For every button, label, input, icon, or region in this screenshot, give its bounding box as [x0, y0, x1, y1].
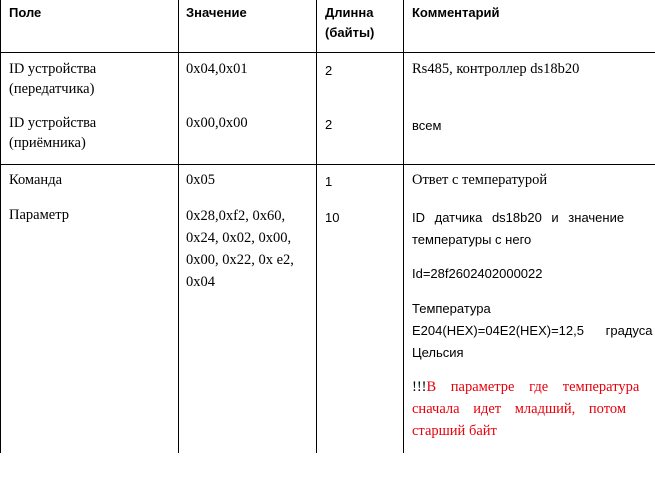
- row2-length: 2: [325, 117, 333, 132]
- row4-value-line4: 0x04: [186, 274, 215, 290]
- header-bottom-border: [0, 52, 655, 53]
- row1-field-line2: (передатчика): [9, 81, 95, 97]
- warning-line2: сначала идет младший, потом: [412, 401, 627, 417]
- row4-comment-p3-line3: Цельсия: [412, 345, 464, 360]
- row2-field-line1: ID устройства: [9, 115, 97, 131]
- row4-comment-p2: Id=28f2602402000022: [412, 266, 543, 281]
- row1-comment: Rs485, контроллер ds18b20: [412, 61, 580, 77]
- row2-value: 0x00,0x00: [186, 115, 248, 131]
- row3-value: 0x05: [186, 172, 215, 188]
- header-length-line2: (байты): [325, 25, 375, 40]
- row4-value-line2: 0x24, 0x02, 0x00,: [186, 230, 292, 246]
- header-comment: Комментарий: [412, 5, 500, 20]
- warning-line1: [412, 377, 639, 398]
- row4-comment-p3-line1: Температура: [412, 301, 491, 316]
- warning-text-line1: В параметре где температура: [426, 379, 640, 395]
- row2-field-line2: (приёмника): [9, 135, 86, 151]
- warning-prefix: !!!: [412, 379, 427, 395]
- row2-comment: всем: [412, 118, 442, 133]
- row3-length: 1: [325, 174, 333, 189]
- warning-line3: старший байт: [412, 423, 497, 439]
- row4-length: 10: [325, 210, 340, 225]
- row1-field-line1: ID устройства: [9, 61, 97, 77]
- header-value: Значение: [186, 5, 247, 20]
- row4-comment-p1-line2: температуры с него: [412, 232, 532, 247]
- row4-value-line3: 0x00, 0x22, 0x e2,: [186, 252, 294, 268]
- row3-comment: Ответ с температурой: [412, 172, 548, 188]
- row1-length: 2: [325, 63, 333, 78]
- row4-field: Параметр: [9, 207, 69, 223]
- row4-comment-p3-line2: E204(HEX)=04E2(HEX)=12,5 градуса: [412, 323, 653, 338]
- table-border-left: [0, 0, 1, 453]
- header-field: Поле: [9, 5, 42, 20]
- column-divider-length: [316, 0, 317, 453]
- row-group-divider: [0, 164, 655, 165]
- row4-comment-p1-line1: ID датчика ds18b20 и значение: [412, 210, 625, 225]
- header-length-line1: Длинна: [325, 5, 374, 20]
- row4-value-line1: 0x28,0xf2, 0x60,: [186, 208, 286, 224]
- row3-field: Команда: [9, 172, 63, 188]
- column-divider-comment: [403, 0, 404, 453]
- row1-value: 0x04,0x01: [186, 61, 248, 77]
- column-divider-value: [178, 0, 179, 453]
